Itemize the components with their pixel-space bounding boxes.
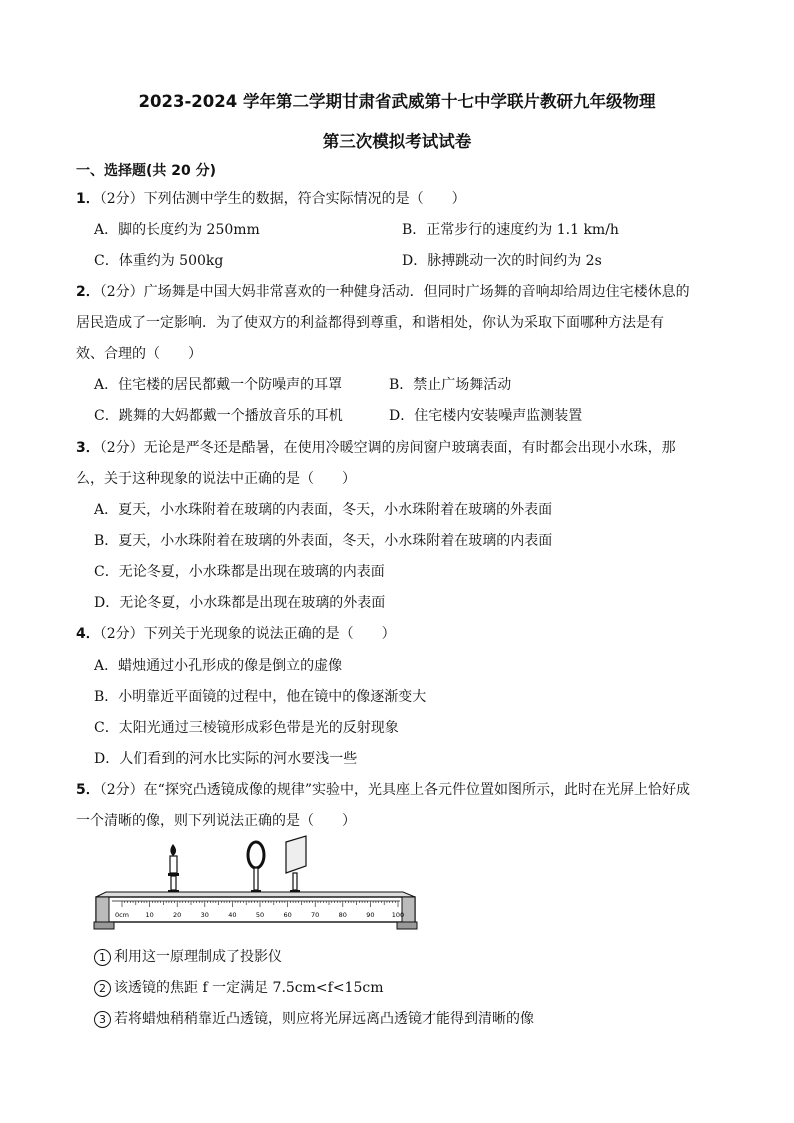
q1-option-a: A．脚的长度约为 250mm <box>94 222 260 238</box>
statement-text: 利用这一原理制成了投影仪 <box>114 949 282 965</box>
question-stem: （2分）下列估测中学生的数据，符合实际情况的是（ ） <box>99 191 466 207</box>
circled-number: 1 <box>94 949 111 966</box>
scale-label: 80 <box>338 911 347 919</box>
scale-label: 60 <box>283 911 292 919</box>
q1-option-d: D．脉搏跳动一次的时间约为 2s <box>402 253 602 269</box>
q4-option-d: D．人们看到的河水比实际的河水要浅一些 <box>94 751 358 767</box>
q3-option-a: A．夏天，小水珠附着在玻璃的内表面，冬天，小水珠附着在玻璃的外表面 <box>94 502 553 518</box>
q3-option-d: D．无论冬夏，小水珠都是出现在玻璃的外表面 <box>94 595 386 611</box>
q4-option-a: A．蜡烛通过小孔形成的像是倒立的虚像 <box>94 658 343 674</box>
statement-3 <box>94 1008 534 1028</box>
scale-label: 30 <box>200 911 209 919</box>
q4-option-c: C．太阳光通过三棱镜形成彩色带是光的反射现象 <box>94 720 399 736</box>
scale-label: 10 <box>145 911 154 919</box>
question-number: 3． <box>76 440 100 456</box>
scale-label: 40 <box>228 911 237 919</box>
question-2 <box>76 281 690 301</box>
scale-label: 0cm <box>114 911 130 919</box>
statement-text: 若将蜡烛稍稍靠近凸透镜，则应将光屏远离凸透镜才能得到清晰的像 <box>114 1011 534 1027</box>
q1-option-b: B．正常步行的速度约为 1.1 km/h <box>402 222 619 238</box>
paper-title-line1: 2023-2024 学年第二学期甘肃省武威第十七中学联片教研九年级物理 <box>138 92 656 111</box>
question-stem-line1: （2分）无论是严冬还是酷暑，在使用冷暖空调的房间窗户玻璃表面，有时都会出现小水珠，那 <box>99 440 676 456</box>
question-stem-line2: 居民造成了一定影响．为了使双方的利益都得到尊重，和谐相处，你认为采取下面哪种方法是有 <box>76 315 664 331</box>
q3-option-c: C．无论冬夏，小水珠都是出现在玻璃的内表面 <box>94 564 385 580</box>
question-4 <box>76 623 396 643</box>
question-number: 5． <box>76 782 100 798</box>
paper-title-line2: 第三次模拟考试试卷 <box>322 132 472 151</box>
q2-option-a: A．住宅楼的居民都戴一个防噪声的耳罩 <box>94 377 343 393</box>
question-1 <box>76 188 466 208</box>
scale-label: 20 <box>173 911 182 919</box>
convex-lens-icon <box>248 842 264 895</box>
question-stem-line1: （2分）广场舞是中国大妈非常喜欢的一种健身活动．但同时广场舞的音响却给周边住宅楼休息的 <box>99 284 690 300</box>
statement-text: 该透镜的焦距 f 一定满足 7.5cm<f<15cm <box>114 980 384 996</box>
q4-option-b: B．小明靠近平面镜的过程中，他在镜中的像逐渐变大 <box>94 689 427 705</box>
light-screen-icon <box>286 836 306 895</box>
question-stem-line1: （2分）在“探究凸透镜成像的规律”实验中，光具座上各元件位置如图所示，此时在光屏上恰好成 <box>99 782 690 798</box>
question-stem-line2: 一个清晰的像，则下列说法正确的是（ ） <box>76 813 356 829</box>
question-number: 1． <box>76 191 100 207</box>
q2-option-b: B．禁止广场舞活动 <box>389 377 512 393</box>
scale-label: 100 <box>391 911 405 919</box>
question-stem: （2分）下列关于光现象的说法正确的是（ ） <box>99 626 396 642</box>
circled-number: 2 <box>94 980 111 997</box>
section-heading: 一、选择题(共 20 分) <box>76 163 217 179</box>
q2-option-d: D．住宅楼内安装噪声监测装置 <box>389 408 583 424</box>
circled-number: 3 <box>94 1011 111 1028</box>
q2-option-c: C．跳舞的大妈都戴一个播放音乐的耳机 <box>94 408 343 424</box>
statement-1 <box>94 946 282 966</box>
q3-option-b: B．夏天，小水珠附着在玻璃的外表面，冬天，小水珠附着在玻璃的内表面 <box>94 533 553 549</box>
optical-bench-figure <box>90 835 425 935</box>
question-5 <box>76 779 690 799</box>
q1-option-c: C．体重约为 500kg <box>94 253 224 269</box>
scale-label: 70 <box>311 911 320 919</box>
candle-icon <box>168 844 179 895</box>
question-number: 4． <box>76 626 100 642</box>
scale-label: 50 <box>255 911 265 919</box>
scale-label: 90 <box>366 911 375 919</box>
question-stem-line3: 效、合理的（ ） <box>76 346 202 362</box>
question-number: 2． <box>76 284 100 300</box>
question-stem-line2: 么，关于这种现象的说法中正确的是（ ） <box>76 471 356 487</box>
statement-2 <box>94 977 384 997</box>
question-3 <box>76 437 676 457</box>
